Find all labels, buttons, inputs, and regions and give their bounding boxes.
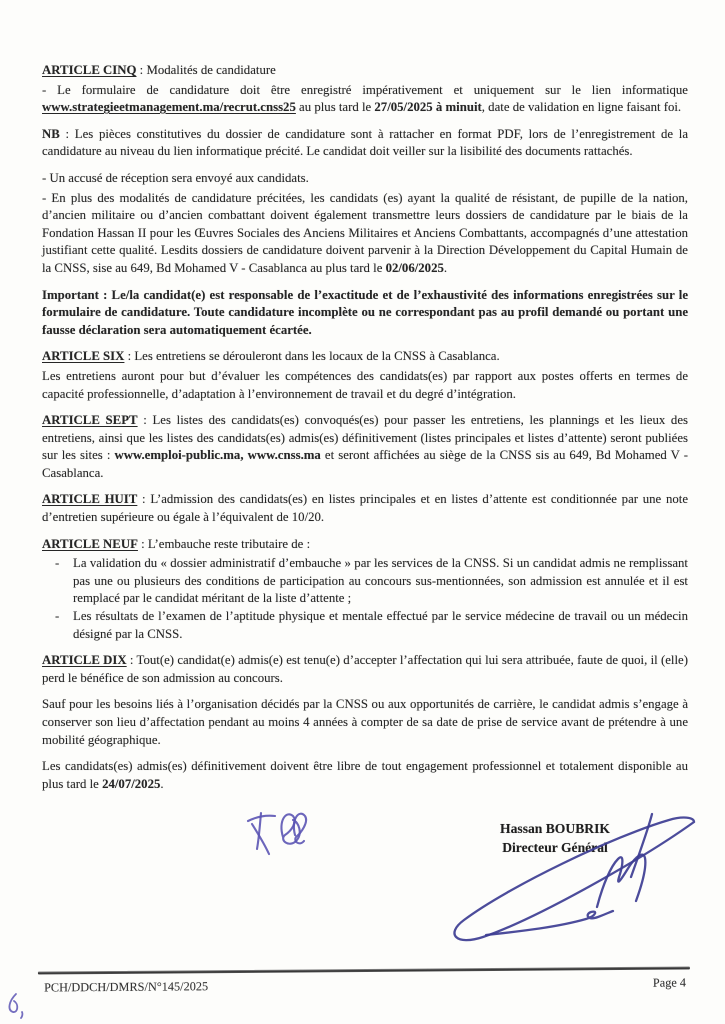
article-neuf-title — [42, 536, 688, 554]
list-item — [42, 608, 688, 643]
article-cinq-paragraph — [42, 82, 688, 117]
important-paragraph — [42, 287, 688, 340]
text-segment: : Tout(e) candidat(e) admis(e) est tenu(e) d’accepter l’affectation qui lui sera attribuée, faute de quoi, il (elle) perd le bénéfice de son admission au concours. — [42, 653, 688, 685]
article-huit-paragraph — [42, 491, 688, 526]
article-sept-paragraph — [42, 412, 688, 482]
text-segment: NB — [42, 126, 60, 141]
text-segment: 02/06/2025 — [385, 260, 444, 275]
text-segment: ARTICLE SEPT — [42, 413, 138, 428]
anciens-combattants-paragraph — [42, 190, 688, 278]
text-segment: Important : Le/la candidat(e) est responsable de l’exactitude et de l’exhaustivité des informations enregistrées sur le formulaire de candidature. Toute candidature incomplète ou ne correspondant pas au profil demandé ou portant une fausse déclaration sera automatiquement écartée. — [42, 287, 688, 337]
article-six-paragraph — [42, 368, 688, 403]
footer-page-number: Page 4 — [652, 975, 687, 990]
handwritten-signature — [436, 812, 712, 944]
text-segment: : Modalités de candidature — [136, 63, 276, 77]
footer-reference: PCH/DDCH/DMRS/N°145/2025 — [43, 979, 209, 995]
article-dix-paragraph — [42, 652, 688, 687]
mobilite-paragraph — [42, 696, 688, 749]
handwritten-paraph-initials — [246, 806, 312, 864]
text-segment: au plus tard le — [295, 100, 375, 115]
text-segment: Les entretiens auront pour but d’évaluer les compétences des candidats(es) par rapport aux postes offerts en termes de capacité professionnelle, d’adaptation à l’environnement de travail et du degré d’intégration. — [42, 368, 688, 401]
text-segment: : L’admission des candidats(es) en listes principales et en listes d’attente est conditionnée par une note d’entretien supérieure ou égale à l’équivalent de 10/20. — [42, 492, 688, 525]
text-segment: - Un accusé de réception sera envoyé aux candidats. — [42, 170, 309, 185]
text-segment: ARTICLE DIX — [42, 653, 127, 668]
accuse-reception-paragraph — [42, 170, 688, 188]
nb-paragraph — [42, 126, 688, 161]
disponibilite-paragraph — [42, 758, 688, 793]
text-segment: Les candidats(es) admis(es) définitivement doivent être libre de tout engagement professionnel et totalement disponible au plus tard le — [42, 759, 688, 791]
text-segment: et seront affichées au siège de la CNSS sis au 649, Bd Mohamed V - Casablanca. — [42, 448, 688, 480]
text-segment: - En plus des modalités de candidature précitées, les candidats (es) ayant la qualité de résistant, de pupille de la nation, d’ancien militaire ou d’ancien combattant doivent également transmettre leurs dossiers de candidature par le biais de la Fondation Hassan II pour les Œuvres Sociales des Anciens Militaires et Anciens Combattants, accompagnés d’une attestation justifiant cette qualité. Lesdits dossiers de candidature doivent parvenir à la Direction Développement du Capital Humain de la CNSS, sise au 649, Bd Mohamed V - Casablanca au plus tard le — [42, 190, 688, 275]
text-segment: 24/07/2025 — [102, 776, 161, 791]
text-segment: www.emploi-public.ma, www.cnss.ma — [114, 448, 321, 463]
document-body — [42, 62, 688, 802]
text-segment: : Les pièces constitutives du dossier de candidature sont à rattacher en format PDF, lors de l’enregistrement de la candidature au niveau du lien informatique précité. Le candidat doit veiller sur la lisibilité des documents rattachés. — [42, 126, 688, 159]
text-segment: ARTICLE HUIT — [42, 492, 138, 507]
text-segment: : Les listes des candidats(es) convoqués(es) pour passer les entretiens, les plannings et les lieux des entretiens, ainsi que les listes des candidats(es) admis(es) définitivement (listes principales et listes d’attente) seront publiées sur les sites : — [42, 413, 688, 463]
text-segment: : L’embauche reste tributaire de : — [137, 536, 311, 551]
signatory-name: Hassan BOUBRIK — [500, 821, 610, 836]
list-item — [42, 555, 688, 608]
text-segment: ARTICLE SIX — [42, 349, 125, 364]
text-segment: - Le formulaire de candidature doit être enregistré impérativement et uniquement sur le lien informatique — [42, 82, 688, 97]
text-segment: . — [160, 776, 164, 791]
article-neuf-list — [42, 555, 688, 643]
text-segment: www.strategieetmanagement.ma/recrut.cnss25 — [42, 100, 296, 115]
text-segment: : Les entretiens se dérouleront dans les locaux de la CNSS à Casablanca. — [124, 349, 500, 364]
text-segment: 27/05/2025 à minuit — [374, 100, 482, 115]
article-six-title — [42, 348, 688, 366]
text-segment: Sauf pour les besoins liés à l’organisation décidés par la CNSS ou aux opportunités de carrière, le candidat admis s’engage à conserver son lieu d’affectation pendant au moins 4 années à compter de sa date de prise de service avant de prétendre à une mobilité géographique. — [42, 697, 688, 747]
article-cinq-title — [42, 62, 688, 80]
signatory-title: Directeur Général — [502, 839, 608, 855]
text-segment: Les résultats de l’examen de l’aptitude physique et mentale effectué par le service médecine de travail ou un médecin désigné par la CNSS. — [73, 609, 688, 641]
corner-ink-mark — [3, 991, 33, 1021]
text-segment: La validation du « dossier administratif d’embauche » par les services de la CNSS. Si un candidat admis ne remplissant pas une ou plusieurs des conditions de participation au concours sus-mentionnées, son admission est annulée et il est remplacé par le candidat méritant de la liste d’attente ; — [73, 556, 688, 606]
page-footer — [38, 966, 690, 995]
text-segment: , date de validation en ligne faisant foi. — [481, 100, 682, 115]
text-segment: ARTICLE NEUF — [42, 536, 138, 551]
text-segment: ARTICLE CINQ — [42, 63, 137, 77]
text-segment: . — [443, 260, 448, 275]
